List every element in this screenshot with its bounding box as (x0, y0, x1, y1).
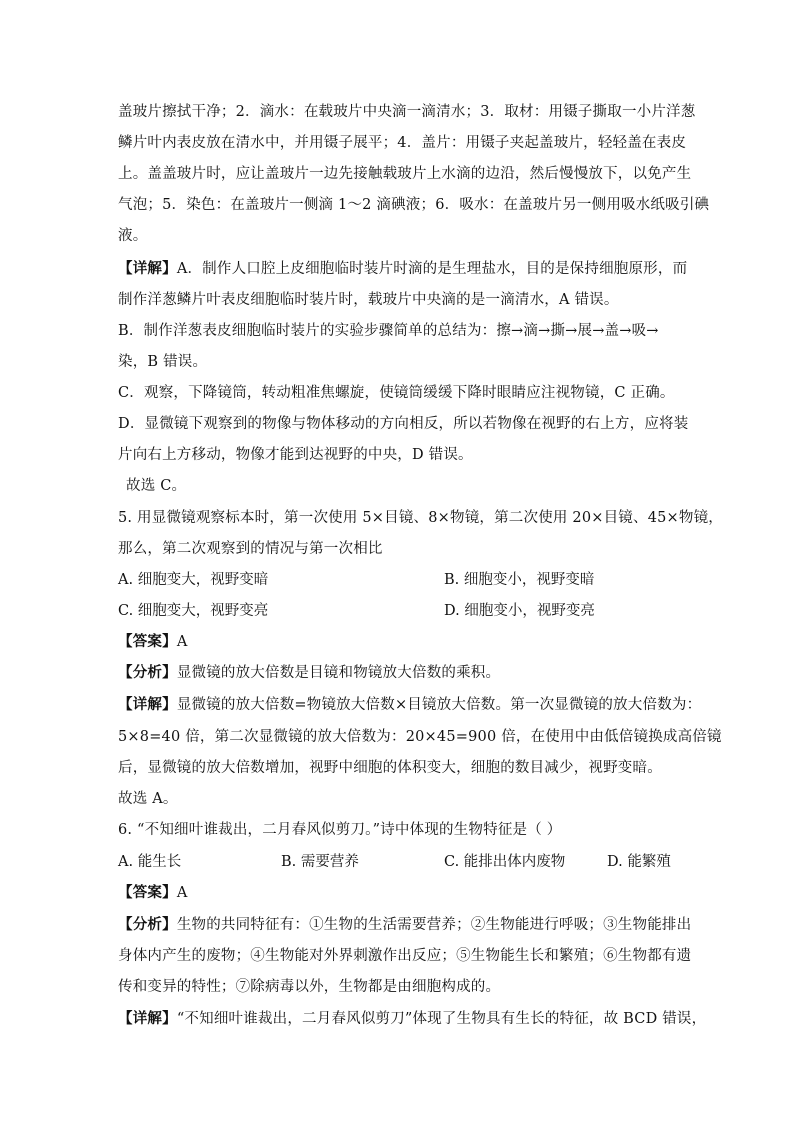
text-line: D．显微镜下观察到的物像与物体移动的方向相反，所以若物像在视野的右上方，应将装 (118, 416, 689, 432)
analysis-line (118, 663, 500, 683)
option-a: A. 细胞变大，视野变暗 (118, 572, 269, 588)
text-line: 5×8=40 倍，第二次显微镜的放大倍数为：20×45=900 倍，在使用中由低倍镜换成高倍镜 (118, 729, 722, 745)
detail-text: 显微镜的放大倍数=物镜放大倍数×目镜放大倍数。第一次显微镜的放大倍数为： (176, 697, 702, 713)
text-line: 鳞片叶内表皮放在清水中，并用镊子展平；4．盖片：用镊子夹起盖玻片，轻轻盖在表皮 (118, 135, 687, 151)
text-line: 盖玻片擦拭干净；2．滴水：在载玻片中央滴一滴清水；3．取材：用镊子撕取一小片洋葱 (118, 104, 696, 120)
detail-line (118, 1009, 706, 1029)
option-a: A. 能生长 (118, 854, 182, 870)
text-line: B．制作洋葱表皮细胞临时装片的实验步骤简单的总结为：擦→滴→撕→展→盖→吸→ (118, 323, 659, 339)
answer-value: A (176, 634, 188, 650)
answer-line (118, 883, 187, 903)
option-c: C. 能排出体内废物 (444, 854, 566, 870)
question-stem: 5. 用显微镜观察标本时，第一次使用 5×目镜、8×物镜，第二次使用 20×目镜、45×物镜， (118, 510, 724, 526)
text-line: 后，显微镜的放大倍数增加，视野中细胞的体积变大，细胞的数目减少，视野变暗。 (118, 760, 662, 776)
option-b: B. 需要营养 (281, 854, 359, 870)
option-d: D. 细胞变小，视野变亮 (444, 603, 595, 619)
analysis-line (118, 915, 691, 935)
text-line: A．制作人口腔上皮细胞临时装片时滴的是生理盐水，目的是保持细胞原形，而 (176, 261, 688, 277)
question-stem: 6. “不知细叶谁裁出，二月春风似剪刀。”诗中体现的生物特征是（ ） (118, 822, 562, 838)
analysis-tag: 【分析】 (118, 916, 177, 933)
analysis-text: 生物的共同特征有：①生物的生活需要营养；②生物能进行呼吸；③生物能排出 (176, 917, 692, 933)
answer-value: A (176, 885, 188, 901)
detail-text: “不知细叶谁裁出，二月春风似剪刀”体现了生物具有生长的特征，故 BCD 错误， (176, 1011, 707, 1027)
text-line: C．观察，下降镜筒，转动粗准焦螺旋，使镜筒缓缓下降时眼睛应注视物镜，C 正确。 (118, 385, 675, 401)
answer-tag: 【答案】 (118, 884, 177, 901)
text-line: 身体内产生的废物；④生物能对外界刺激作出反应；⑤生物能生长和繁殖；⑥生物都有遗 (118, 948, 692, 964)
detail-tag: 【详解】 (118, 696, 177, 713)
text-line: 气泡；5．染色：在盖玻片一侧滴 1～2 滴碘液；6．吸水：在盖玻片另一侧用吸水纸吸引碘 (118, 197, 710, 213)
text-line: 上。盖盖玻片时，应让盖玻片一边先接触载玻片上水滴的边沿，然后慢慢放下，以免产生 (118, 166, 692, 182)
detail-tag: 【详解】 (118, 260, 177, 277)
choose-line: 故选 A。 (118, 791, 178, 807)
answer-tag: 【答案】 (118, 633, 177, 650)
text-line: 染，B 错误。 (118, 354, 208, 370)
option-b: B. 细胞变小，视野变暗 (444, 572, 595, 588)
detail-line (118, 695, 701, 715)
question-stem: 那么，第二次观察到的情况与第一次相比 (118, 541, 383, 557)
text-line: 制作洋葱鳞片叶表皮细胞临时装片时，载玻片中央滴的是一滴清水，A 错误。 (118, 292, 619, 308)
detail-tag: 【详解】 (118, 1010, 177, 1027)
analysis-tag: 【分析】 (118, 664, 177, 681)
text-line: 传和变异的特性；⑦除病毒以外，生物都是由细胞构成的。 (118, 979, 501, 995)
analysis-text: 显微镜的放大倍数是目镜和物镜放大倍数的乘积。 (176, 665, 501, 681)
text-line: 液。 (118, 228, 148, 244)
text-line: 片向右上方移动，物像才能到达视野的中央，D 错误。 (118, 447, 473, 463)
option-c: C. 细胞变大，视野变亮 (118, 603, 269, 619)
answer-line (118, 632, 187, 652)
choose-line: 故选 C。 (126, 478, 187, 494)
option-d: D. 能繁殖 (607, 854, 671, 870)
detail-paragraph (118, 259, 687, 279)
